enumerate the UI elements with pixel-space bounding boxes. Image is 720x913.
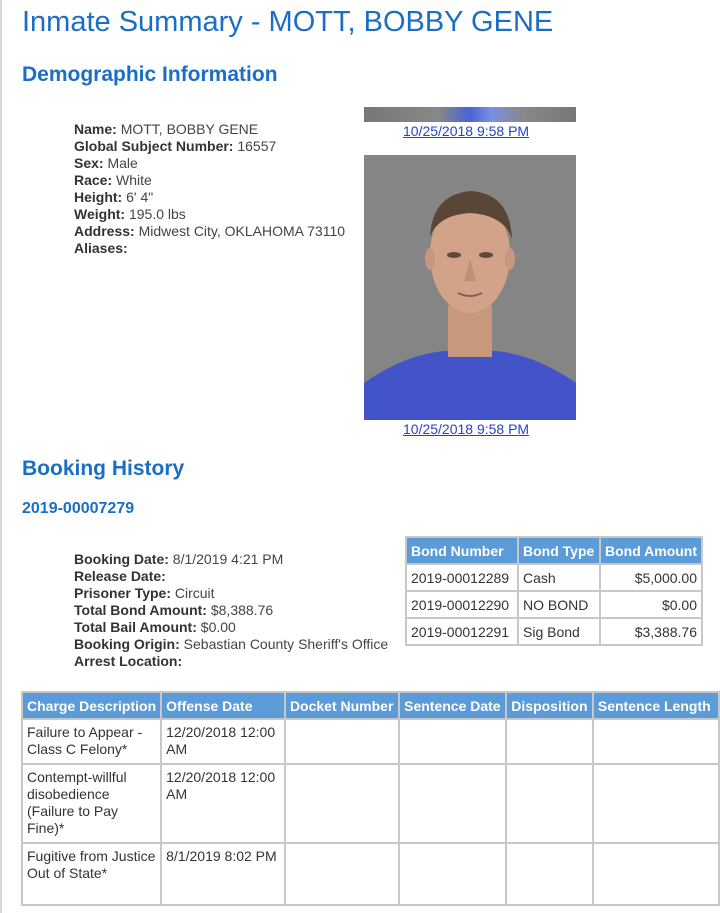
field-booking-date: Booking Date: 8/1/2019 4:21 PM [74,551,284,567]
sentence-date-cell [400,844,505,904]
bond-type-cell: NO BOND [519,592,599,617]
charges-table-header-row [23,693,718,718]
field-race: Race: White [74,172,152,188]
column-header-sentence-date: Sentence Date [400,693,505,718]
disposition-cell [507,720,592,763]
offense-date-cell: 12/20/2018 12:00 AM [162,765,284,842]
sentence-date-cell [400,720,505,763]
charge-description-cell: Failure to Appear - Class C Felony* [23,720,160,763]
bond-number-cell: 2019-00012289 [407,565,517,590]
field-total-bond-amount: Total Bond Amount: $8,388.76 [74,602,274,618]
mugshot-photo[interactable] [364,155,576,420]
photo-date-link[interactable]: 10/25/2018 9:58 PM [403,123,530,139]
left-border [0,0,2,913]
bond-amount-cell: $5,000.00 [601,565,701,590]
docket-number-cell [286,765,398,842]
bond-table-header-row [407,538,701,563]
booking-history-heading: Booking History [22,457,185,480]
field-total-bail-amount: Total Bail Amount: $0.00 [74,619,236,635]
table-row [23,720,718,763]
photo-thumbnail-cropped[interactable] [364,107,576,122]
field-height: Height: 6' 4" [74,189,154,205]
disposition-cell [507,844,592,904]
field-aliases: Aliases: [74,240,128,256]
field-name: Name: MOTT, BOBBY GENE [74,121,259,137]
sentence-date-cell [400,765,505,842]
column-header-bond-number: Bond Number [407,538,517,563]
mugshot-figure [364,155,576,420]
bond-number-cell: 2019-00012291 [407,619,517,644]
field-booking-origin: Booking Origin: Sebastian County Sheriff's Office [74,636,389,652]
column-header-sentence-length: Sentence Length [594,693,718,718]
page-title: Inmate Summary - MOTT, BOBBY GENE [22,6,554,38]
charges-table-container [21,691,720,913]
photo-date-link[interactable]: 10/25/2018 9:58 PM [403,421,530,437]
bond-type-cell: Cash [519,565,599,590]
charges-table [21,691,720,906]
field-arrest-location: Arrest Location: [74,653,183,669]
field-address: Address: Midwest City, OKLAHOMA 73110 [74,223,346,239]
bond-amount-cell: $0.00 [601,592,701,617]
field-sex: Sex: Male [74,155,138,171]
disposition-cell [507,765,592,842]
table-row [407,565,701,590]
sentence-length-cell [594,765,718,842]
bond-amount-cell: $3,388.76 [601,619,701,644]
table-row [407,619,701,644]
column-header-bond-amount: Bond Amount [601,538,701,563]
column-header-docket-number: Docket Number [286,693,398,718]
booking-number: 2019-00007279 [22,500,135,517]
charge-description-cell: Contempt-willful disobedience (Failure to Pay Fine)* [23,765,160,842]
column-header-offense-date: Offense Date [162,693,284,718]
field-global-subject-number: Global Subject Number: 16557 [74,138,277,154]
bond-table [405,536,703,646]
bond-number-cell: 2019-00012290 [407,592,517,617]
offense-date-cell: 8/1/2019 8:02 PM [162,844,284,904]
charge-description-cell: Fugitive from Justice Out of State* [23,844,160,904]
table-row [407,592,701,617]
field-weight: Weight: 195.0 lbs [74,206,186,222]
booking-info [74,551,388,670]
field-prisoner-type: Prisoner Type: Circuit [74,585,215,601]
field-release-date: Release Date: [74,568,166,584]
column-header-charge-description: Charge Description [23,693,160,718]
column-header-disposition: Disposition [507,693,592,718]
offense-date-cell: 12/20/2018 12:00 AM [162,720,284,763]
docket-number-cell [286,720,398,763]
demographic-info [74,121,345,257]
sentence-length-cell [594,720,718,763]
table-row [23,765,718,842]
column-header-bond-type: Bond Type [519,538,599,563]
table-row [23,844,718,904]
demographic-heading: Demographic Information [22,63,278,86]
docket-number-cell [286,844,398,904]
bond-type-cell: Sig Bond [519,619,599,644]
sentence-length-cell [594,844,718,904]
